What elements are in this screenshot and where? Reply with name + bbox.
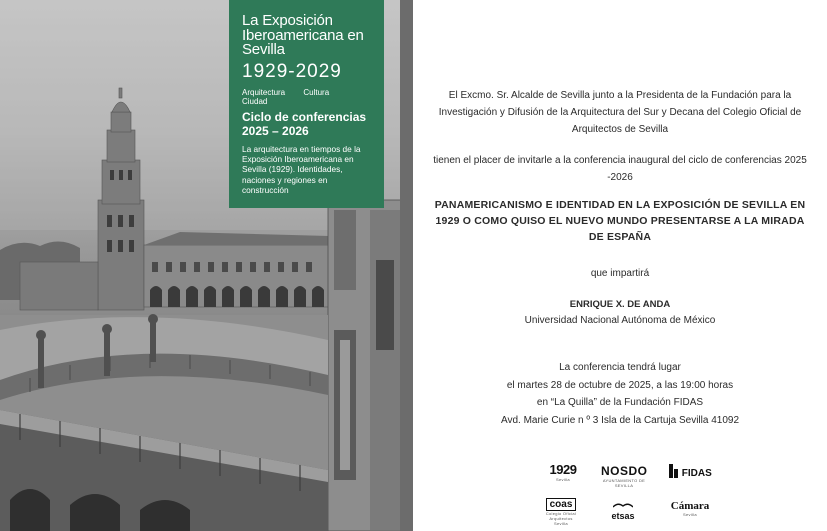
camara-logo-sub: Sevilla [683, 512, 697, 517]
etsas-bird-icon [613, 502, 633, 508]
sevilla-1929-logo-text: 1929 [549, 462, 577, 477]
sevilla-1929-logo [543, 462, 583, 482]
cover-tags [242, 88, 384, 106]
cover-photo-panel [0, 0, 413, 531]
camara-logo [665, 500, 715, 517]
fidas-mark-icon [669, 464, 679, 478]
coas-logo [543, 498, 579, 526]
cycle-heading [242, 110, 382, 138]
cycle-description: La arquitectura en tiempos de la Exposición Iberoamericana en Sevilla (1929). Identidades, naciones y regiones en construcción [242, 144, 361, 195]
fidas-logo-text: FIDAS [681, 468, 712, 479]
etsas-logo-text: etsas [611, 511, 635, 521]
title-panel [229, 0, 384, 208]
venue-details [433, 359, 807, 429]
tag-arquitectura: Arquitectura [242, 88, 286, 97]
cycle-years: 2025 – 2026 [242, 124, 309, 138]
invitation-line: tienen el placer de invitarle a la conferencia inaugural del ciclo de conferencias 2025 -2026 [433, 155, 807, 183]
fidas-logo [669, 464, 717, 479]
speaker-affiliation: Universidad Nacional Autónoma de México [524, 315, 716, 326]
coas-logo-sub: Colegio Oficial Arquitectos Sevilla [545, 511, 577, 526]
tag-cultura: Cultura [303, 88, 330, 97]
cycle-title: Ciclo de conferencias [242, 110, 367, 124]
venue-line: el martes 28 de octubre de 2025, a las 19:00 horas [506, 379, 734, 391]
nodo-logo [601, 464, 647, 488]
nodo-logo-sub: AYUNTAMIENTO DE SEVILLA [602, 478, 646, 488]
imparts-text: que impartirá [590, 268, 650, 279]
sevilla-1929-logo-sub: Sevilla [556, 477, 570, 482]
coas-logo-text: coas [546, 498, 577, 511]
nodo-logo-text: NOSDO [601, 464, 648, 478]
venue-line: en “La Quilla” de la Fundación FIDAS [536, 397, 704, 408]
speaker-name: ENRIQUE X. DE ANDA [569, 299, 671, 310]
cover-years: 1929-2029 [242, 61, 342, 82]
invitation-intro: El Excmo. Sr. Alcalde de Sevilla junto a la Presidenta de la Fundación para la Investigación y Difusión de la Arquitectura del Sur y Decana del Colegio Oficial de Arquitectos de Sevilla [438, 90, 802, 135]
venue-line: Avd. Marie Curie n º 3 Isla de la Cartuja Sevilla 41092 [500, 414, 740, 426]
talk-title: PANAMERICANISMO E IDENTIDAD EN LA EXPOSICIÓN DE SEVILLA EN 1929 O COMO QUISO EL NUEVO MUNDO PRESENTARSE A LA MIRADA DE ESPAÑA [434, 199, 806, 243]
venue-line: La conferencia tendrá lugar [559, 362, 681, 373]
tag-ciudad: Ciudad [242, 97, 268, 106]
etsas-logo [605, 500, 641, 521]
invitation-panel [413, 0, 827, 531]
cover-title: La Exposición Iberoamericana en Sevilla [242, 12, 364, 58]
camara-logo-text: Cámara [670, 500, 710, 512]
